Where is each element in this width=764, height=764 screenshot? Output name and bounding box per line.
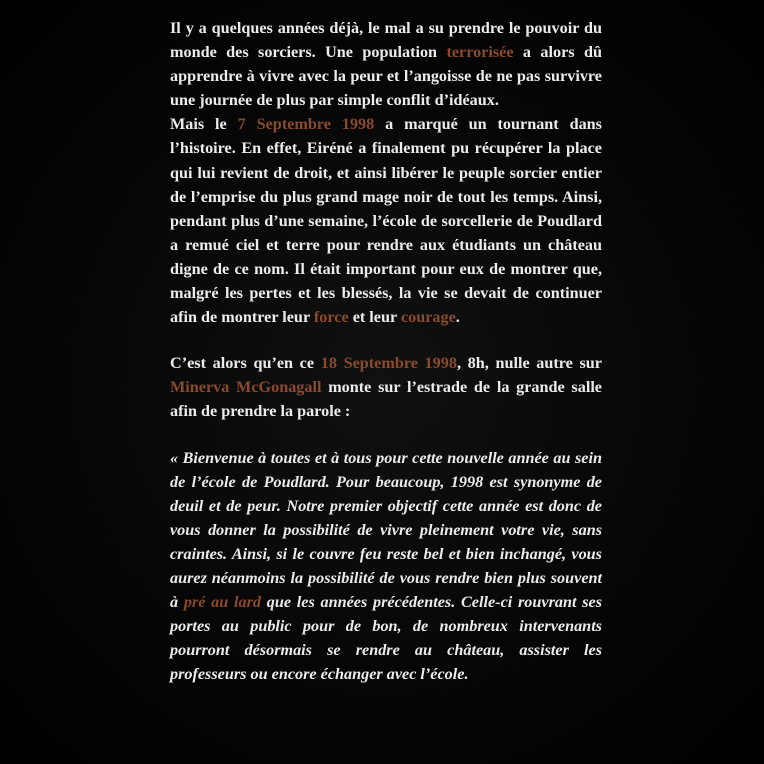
- text-run: « Bienvenue à toutes et à tous pour cette nouvelle année au sein de l’école de Poudlard. Pour beaucoup, 1998 est synonyme de deuil et de peur. Notre premier objectif cette année est donc de vous donner la possibilité de vivre pleinement votre vie, sans craintes. Ainsi, si le couvre feu reste bel et bien inchangé, vous aurez néanmoins la possibilité de vous rendre bien plus souvent à: [170, 448, 602, 612]
- paragraph-turning-point: [170, 112, 602, 329]
- text-run: et leur: [348, 308, 401, 327]
- highlight-terrorisee: terrorisée: [446, 43, 514, 62]
- highlight-courage: courage: [400, 308, 456, 327]
- paragraph-mcgonagall: [170, 351, 602, 423]
- highlight-date-7-september: 7 Septembre 1998: [237, 115, 375, 134]
- text-run: .: [455, 308, 460, 327]
- highlight-force: force: [313, 308, 349, 327]
- highlight-date-18-september: 18 Septembre 1998: [320, 354, 457, 373]
- speech-quote: [170, 446, 602, 687]
- text-column: [170, 16, 602, 686]
- highlight-minerva-mcgonagall: Minerva McGonagall: [170, 378, 322, 397]
- text-run: , 8h, nulle autre sur: [456, 354, 602, 373]
- text-run: que les années précédentes. Celle-ci rouvrant ses portes au public pour de bon, de nombreux intervenants pourront désormais se rendre au château, assister les professeurs ou encore échanger avec l’école.: [170, 593, 602, 684]
- text-run: a alors dû apprendre à vivre avec la peur et l’angoisse de ne pas survivre une journée de plus par simple conflit d’idéaux.: [170, 43, 602, 110]
- text-run: monte sur l’estrade de la grande salle afin de prendre la parole :: [170, 378, 602, 421]
- paragraph-intro: [170, 16, 602, 112]
- text-run: Mais le: [170, 115, 238, 134]
- text-run: a marqué un tournant dans l’histoire. En effet, Eiréné a finalement pu récupérer la place qui lui revient de droit, et ainsi libérer le peuple sorcier entier de l’emprise du plus grand mage noir de tout les temps. Ainsi, pendant plus d’une semaine, l’école de sorcellerie de Poudlard a remué ciel et terre pour rendre aux étudiants un château digne de ce nom. Il était important pour eux de montrer que, malgré les pertes et les blessés, la vie se devait de continuer afin de montrer leur: [170, 115, 602, 327]
- text-run: C’est alors qu’en ce: [170, 354, 321, 373]
- highlight-pre-au-lard: pré au lard: [183, 593, 261, 612]
- text-run: Il y a quelques années déjà, le mal a su prendre le pouvoir du monde des sorciers. Une population: [170, 19, 602, 62]
- paragraph-spacer: [170, 329, 602, 351]
- paragraph-spacer: [170, 424, 602, 446]
